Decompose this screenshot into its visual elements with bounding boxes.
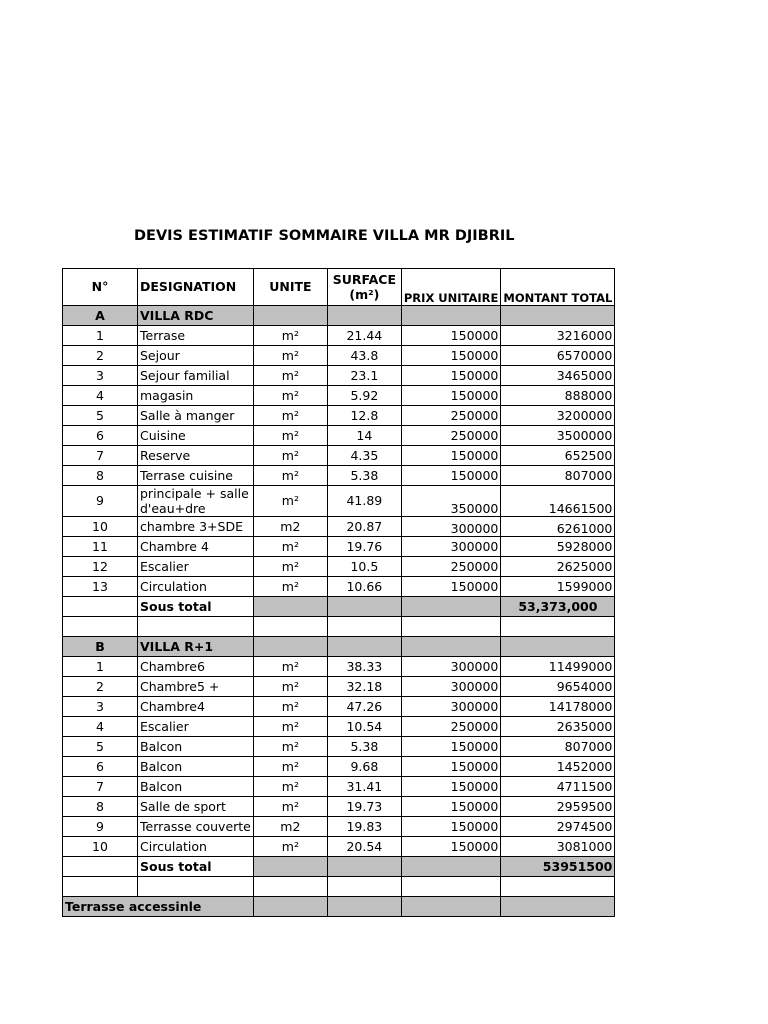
row-designation: Sejour [138,346,254,366]
row-unit: m2 [253,817,327,837]
row-number: 5 [63,737,138,757]
empty-cell [138,617,254,637]
empty-cell [63,857,138,877]
row-surface: 10.5 [327,557,401,577]
header-prix: PRIX UNITAIRE [401,269,501,306]
row-number: 7 [63,446,138,466]
row-designation: Escalier [138,717,254,737]
row-number: 10 [63,517,138,537]
table-row [63,406,615,426]
empty-cell [501,306,615,326]
table-body [63,306,615,917]
section-name: VILLA RDC [138,306,254,326]
blank-row [63,617,615,637]
table-row [63,757,615,777]
empty-cell [63,617,138,637]
row-surface: 14 [327,426,401,446]
empty-cell [401,617,501,637]
row-designation: Balcon [138,757,254,777]
row-unit: m² [253,486,327,517]
table-row [63,817,615,837]
row-total-amount: 2959500 [501,797,615,817]
row-number: 9 [63,486,138,517]
row-total-amount: 3216000 [501,326,615,346]
row-unit: m² [253,446,327,466]
subtotal-row [63,857,615,877]
row-designation: Salle de sport [138,797,254,817]
row-designation: Chambre5 + [138,677,254,697]
header-row [63,269,615,306]
row-surface: 19.73 [327,797,401,817]
empty-cell [327,597,401,617]
row-designation: principale + salle d'eau+dre [138,486,254,517]
row-total-amount: 807000 [501,737,615,757]
row-unit-price: 150000 [401,737,501,757]
row-number: 3 [63,366,138,386]
empty-cell [138,877,254,897]
row-unit-price: 250000 [401,426,501,446]
row-total-amount: 6261000 [501,517,615,537]
empty-cell [253,617,327,637]
row-surface: 21.44 [327,326,401,346]
table-row [63,517,615,537]
row-designation: Cuisine [138,426,254,446]
empty-cell [253,306,327,326]
row-surface: 47.26 [327,697,401,717]
row-unit-price: 150000 [401,326,501,346]
header-num: N° [63,269,138,306]
empty-cell [401,897,501,917]
table-row [63,466,615,486]
row-unit-price: 150000 [401,577,501,597]
row-surface: 41.89 [327,486,401,517]
row-number: 3 [63,697,138,717]
row-total-amount: 2974500 [501,817,615,837]
row-total-amount: 3081000 [501,837,615,857]
row-surface: 10.66 [327,577,401,597]
row-number: 8 [63,797,138,817]
row-total-amount: 3465000 [501,366,615,386]
row-total-amount: 11499000 [501,657,615,677]
table-row [63,777,615,797]
row-surface: 19.83 [327,817,401,837]
table-row [63,366,615,386]
row-unit: m² [253,406,327,426]
row-surface: 20.87 [327,517,401,537]
table-row [63,557,615,577]
row-number: 4 [63,717,138,737]
table-row [63,577,615,597]
row-unit-price: 150000 [401,777,501,797]
row-total-amount: 1599000 [501,577,615,597]
row-number: 13 [63,577,138,597]
section-header-section-b [63,637,615,657]
row-designation: Balcon [138,777,254,797]
row-number: 4 [63,386,138,406]
subtotal-value: 53,373,000 [501,597,615,617]
row-designation: Salle à manger [138,406,254,426]
row-total-amount: 4711500 [501,777,615,797]
row-unit: m² [253,557,327,577]
table-row [63,717,615,737]
row-unit-price: 350000 [401,486,501,517]
row-total-amount: 3200000 [501,406,615,426]
empty-cell [253,897,327,917]
blank-row [63,877,615,897]
subtotal-value: 53951500 [501,857,615,877]
row-unit: m² [253,757,327,777]
row-unit: m² [253,386,327,406]
row-surface: 9.68 [327,757,401,777]
row-designation: Terrase cuisine [138,466,254,486]
row-unit-price: 150000 [401,386,501,406]
row-number: 2 [63,346,138,366]
row-unit: m² [253,717,327,737]
row-surface: 19.76 [327,537,401,557]
row-unit-price: 300000 [401,677,501,697]
section-code: A [63,306,138,326]
subtotal-label: Sous total [138,597,254,617]
row-designation: Terrasse couverte [138,817,254,837]
row-surface: 31.41 [327,777,401,797]
row-unit-price: 300000 [401,657,501,677]
row-total-amount: 888000 [501,386,615,406]
row-unit-price: 150000 [401,446,501,466]
table-row [63,446,615,466]
section-code: B [63,637,138,657]
row-total-amount: 14661500 [501,486,615,517]
empty-cell [327,637,401,657]
row-designation: Chambre6 [138,657,254,677]
row-unit: m² [253,737,327,757]
row-designation: Escalier [138,557,254,577]
row-unit: m² [253,697,327,717]
row-designation: Sejour familial [138,366,254,386]
row-designation: Chambre 4 [138,537,254,557]
row-number: 12 [63,557,138,577]
row-designation: Chambre4 [138,697,254,717]
table-row [63,657,615,677]
row-unit: m² [253,326,327,346]
row-unit: m² [253,797,327,817]
empty-cell [327,897,401,917]
empty-cell [253,877,327,897]
row-unit-price: 250000 [401,557,501,577]
row-surface: 23.1 [327,366,401,386]
empty-cell [401,597,501,617]
row-designation: Terrase [138,326,254,346]
row-unit-price: 150000 [401,366,501,386]
table-row [63,677,615,697]
row-unit-price: 150000 [401,346,501,366]
empty-cell [401,857,501,877]
section-name: VILLA R+1 [138,637,254,657]
row-unit-price: 150000 [401,466,501,486]
row-unit: m² [253,426,327,446]
row-designation: Circulation [138,837,254,857]
empty-cell [327,877,401,897]
row-number: 7 [63,777,138,797]
row-surface: 43.8 [327,346,401,366]
empty-cell [253,637,327,657]
row-total-amount: 807000 [501,466,615,486]
table-row [63,797,615,817]
row-number: 11 [63,537,138,557]
row-designation: Reserve [138,446,254,466]
row-surface: 4.35 [327,446,401,466]
empty-cell [501,617,615,637]
terrasse-label: Terrasse accessinle [63,897,254,917]
table-row [63,426,615,446]
table-row [63,386,615,406]
row-unit: m² [253,837,327,857]
row-designation: Balcon [138,737,254,757]
empty-cell [327,617,401,637]
header-surface: SURFACE (m²) [327,269,401,306]
empty-cell [253,597,327,617]
row-total-amount: 5928000 [501,537,615,557]
empty-cell [501,637,615,657]
row-surface: 5.38 [327,466,401,486]
row-surface: 32.18 [327,677,401,697]
row-unit: m² [253,677,327,697]
table-row [63,326,615,346]
row-unit: m² [253,577,327,597]
row-unit-price: 250000 [401,406,501,426]
page-title: DEVIS ESTIMATIF SOMMAIRE VILLA MR DJIBRIL [134,228,515,244]
empty-cell [401,637,501,657]
row-unit: m² [253,366,327,386]
row-designation: Circulation [138,577,254,597]
empty-cell [327,306,401,326]
table-row [63,537,615,557]
row-number: 1 [63,326,138,346]
row-total-amount: 3500000 [501,426,615,446]
row-number: 2 [63,677,138,697]
row-number: 10 [63,837,138,857]
row-unit: m² [253,537,327,557]
row-total-amount: 652500 [501,446,615,466]
row-unit-price: 150000 [401,757,501,777]
row-unit-price: 150000 [401,817,501,837]
row-total-amount: 2625000 [501,557,615,577]
empty-cell [501,897,615,917]
row-surface: 38.33 [327,657,401,677]
subtotal-row [63,597,615,617]
row-number: 1 [63,657,138,677]
row-unit-price: 300000 [401,517,501,537]
section-header-section-a [63,306,615,326]
row-number: 5 [63,406,138,426]
empty-cell [401,306,501,326]
empty-cell [63,597,138,617]
row-unit: m² [253,777,327,797]
empty-cell [401,877,501,897]
row-unit-price: 300000 [401,697,501,717]
row-unit: m² [253,657,327,677]
row-unit-price: 150000 [401,797,501,817]
row-number: 8 [63,466,138,486]
table-row [63,486,615,517]
row-designation: chambre 3+SDE [138,517,254,537]
row-surface: 12.8 [327,406,401,426]
row-total-amount: 6570000 [501,346,615,366]
table-row [63,697,615,717]
row-total-amount: 9654000 [501,677,615,697]
row-unit-price: 150000 [401,837,501,857]
row-number: 6 [63,426,138,446]
header-unite: UNITE [253,269,327,306]
terrasse-row [63,897,615,917]
row-number: 9 [63,817,138,837]
empty-cell [253,857,327,877]
header-designation: DESIGNATION [138,269,254,306]
row-surface: 5.38 [327,737,401,757]
row-surface: 20.54 [327,837,401,857]
estimate-table [62,268,615,917]
subtotal-label: Sous total [138,857,254,877]
row-unit: m² [253,346,327,366]
table-row [63,346,615,366]
row-total-amount: 14178000 [501,697,615,717]
empty-cell [501,877,615,897]
row-total-amount: 2635000 [501,717,615,737]
row-unit: m2 [253,517,327,537]
empty-cell [327,857,401,877]
row-unit: m² [253,466,327,486]
empty-cell [63,877,138,897]
table-row [63,737,615,757]
row-designation: magasin [138,386,254,406]
row-surface: 5.92 [327,386,401,406]
table-row [63,837,615,857]
row-number: 6 [63,757,138,777]
row-total-amount: 1452000 [501,757,615,777]
header-montant: MONTANT TOTAL [501,269,615,306]
row-unit-price: 250000 [401,717,501,737]
row-unit-price: 300000 [401,537,501,557]
row-surface: 10.54 [327,717,401,737]
